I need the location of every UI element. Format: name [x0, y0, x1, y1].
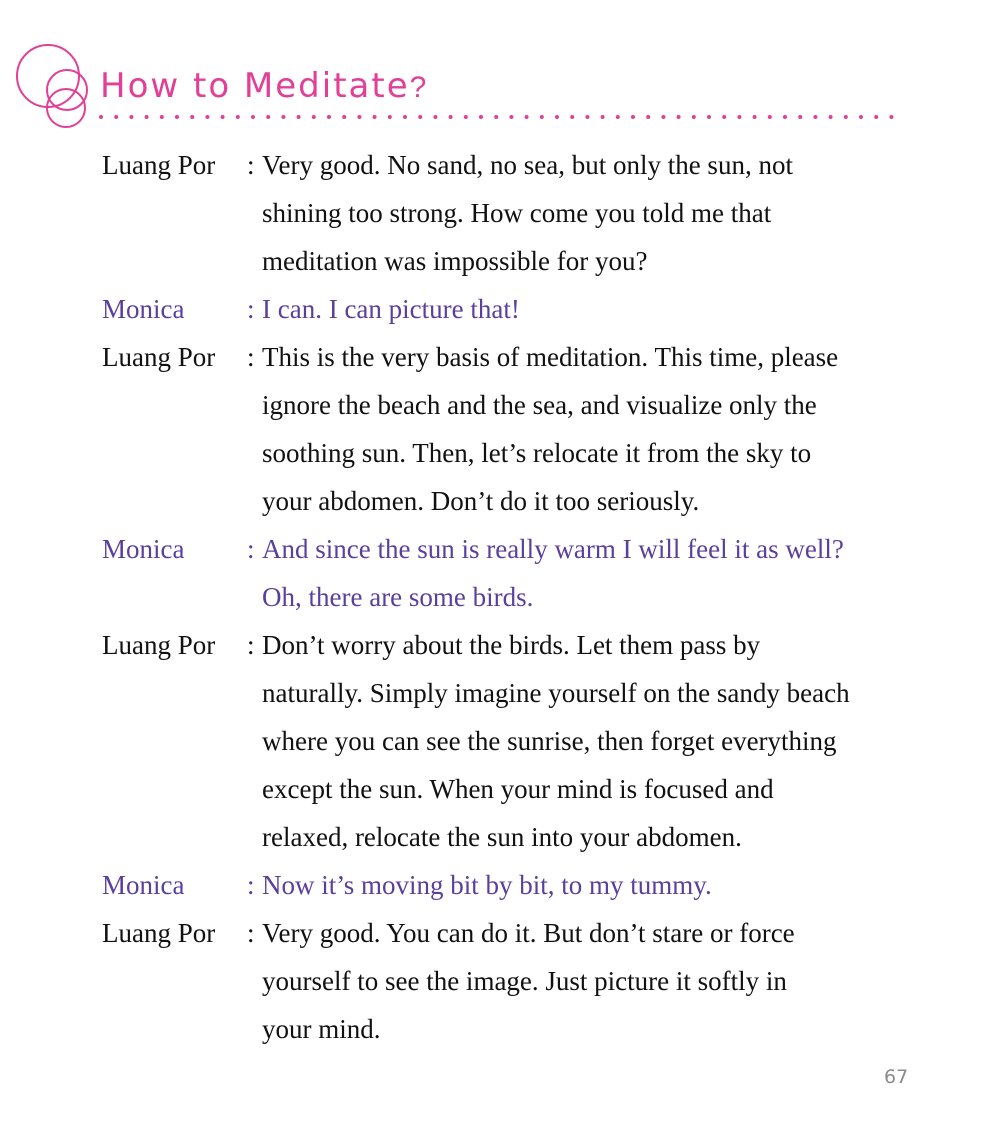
- speaker-colon: :: [247, 870, 255, 900]
- page-title: [100, 62, 426, 112]
- dialogue-text: This is the very basis of meditation. This time, please ignore the beach and the sea, and visualize only the soothing sun. Then, let’s relocate it from the sky to your abdomen. Don’t do it too seriously.: [262, 342, 839, 516]
- speaker-name: Luang Por: [102, 150, 216, 180]
- dialogue-line: [247, 861, 902, 909]
- dialogue: [102, 141, 902, 1053]
- speaker-colon: :: [247, 294, 255, 324]
- dialogue-line: [247, 285, 902, 333]
- dialogue-turn: [102, 909, 902, 1053]
- dialogue-turn: [102, 861, 902, 909]
- page-number: 67: [884, 1066, 909, 1088]
- dialogue-line: [247, 621, 902, 861]
- speaker-name: Luang Por: [102, 918, 216, 948]
- dialogue-turn: [102, 621, 902, 861]
- speaker-colon: :: [247, 534, 255, 564]
- dialogue-text: Don’t worry about the birds. Let them pass by naturally. Simply imagine yourself on the sandy beach where you can see the sunrise, then forget everything except the sun. When your mind is focused and relaxed, relocate the sun into your abdomen.: [262, 630, 850, 852]
- dotted-divider: [98, 112, 904, 122]
- decorative-rings-icon: [12, 40, 102, 135]
- speaker-name: Luang Por: [102, 342, 216, 372]
- page-title-text: How to Meditate: [100, 66, 410, 106]
- dialogue-line: [247, 525, 902, 621]
- speaker-name: Luang Por: [102, 630, 216, 660]
- dialogue-text: I can. I can picture that!: [262, 294, 520, 324]
- speaker-name: Monica: [102, 870, 185, 900]
- page-title-question-mark: ?: [409, 71, 427, 104]
- dialogue-turn: [102, 333, 902, 525]
- speaker-colon: :: [247, 150, 255, 180]
- dialogue-turn: [102, 285, 902, 333]
- dialogue-turn: [102, 141, 902, 285]
- dialogue-line: [247, 333, 902, 525]
- speaker-colon: :: [247, 630, 255, 660]
- dialogue-line: [247, 141, 902, 285]
- dialogue-text: And since the sun is really warm I will feel it as well? Oh, there are some birds.: [262, 534, 844, 612]
- speaker-name: Monica: [102, 294, 185, 324]
- speaker-colon: :: [247, 918, 255, 948]
- dialogue-text: Very good. You can do it. But don’t stare or force yourself to see the image. Just picture it softly in your mind.: [262, 918, 795, 1044]
- speaker-colon: :: [247, 342, 255, 372]
- dialogue-text: Now it’s moving bit by bit, to my tummy.: [262, 870, 712, 900]
- speaker-name: Monica: [102, 534, 185, 564]
- dialogue-turn: [102, 525, 902, 621]
- dialogue-text: Very good. No sand, no sea, but only the sun, not shining too strong. How come you told me that meditation was impossible for you?: [262, 150, 793, 276]
- dialogue-line: [247, 909, 902, 1053]
